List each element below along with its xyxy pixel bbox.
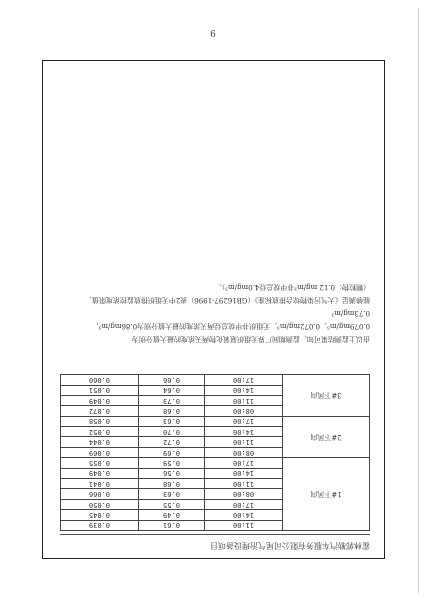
- table-cell-v1: 0.66: [138, 375, 204, 385]
- group-label-cell: 1#下风向: [283, 458, 370, 531]
- table-cell-time: 08:00: [205, 406, 283, 416]
- table-cell-v1: 0.70: [138, 427, 204, 437]
- table-cell-time: 08:00: [205, 489, 283, 499]
- table-cell-v2: 0.072: [61, 406, 139, 416]
- body-line: （颗粒物：0.12 mg/m³非甲烷总烃4.0mg/m³）。: [214, 283, 370, 291]
- table-cell-v1: 0.55: [138, 499, 204, 509]
- table-cell-time: 11:00: [205, 479, 283, 489]
- table-row: [61, 520, 370, 530]
- body-line: 由以上监测结果可知，监测期间厂界无组织氨氧化物两天浓度的最大值分别为: [132, 335, 370, 343]
- table-cell-time: 08:00: [205, 447, 283, 457]
- table-cell-time: 11:00: [205, 437, 283, 447]
- table-cell-time: 14:00: [205, 468, 283, 478]
- rotated-content: [60, 283, 370, 555]
- table-cell-time: 17:00: [205, 416, 283, 426]
- table-row: [61, 406, 370, 416]
- table-cell-v2: 0.050: [61, 499, 139, 509]
- table-cell-v1: 0.63: [138, 489, 204, 499]
- table-cell-time: 14:00: [205, 385, 283, 395]
- table-cell-v1: 0.64: [138, 385, 204, 395]
- table-cell-v1: 0.68: [138, 479, 204, 489]
- document-header: 霍林郭勒汽车服务有限公司尾气治理设备项目: [60, 534, 370, 555]
- table-cell-v1: 0.63: [138, 416, 204, 426]
- page-number: 6: [210, 30, 216, 40]
- table-cell-time: 17:00: [205, 499, 283, 509]
- table-cell-time: 14:00: [205, 427, 283, 437]
- table-cell-v2: 0.058: [61, 416, 139, 426]
- table-cell-v2: 0.052: [61, 427, 139, 437]
- table-cell-v2: 0.060: [61, 375, 139, 385]
- table-cell-v2: 0.049: [61, 395, 139, 405]
- table-cell-v2: 0.049: [61, 468, 139, 478]
- table-cell-v2: 0.055: [61, 458, 139, 468]
- table-cell-v1: 0.49: [138, 510, 204, 520]
- table-cell-v2: 0.039: [61, 520, 139, 530]
- table-cell-v1: 0.68: [138, 406, 204, 416]
- table-row: [61, 447, 370, 457]
- table-cell-v2: 0.051: [61, 385, 139, 395]
- table-cell-v2: 0.045: [61, 510, 139, 520]
- table-cell-v1: 0.73: [138, 395, 204, 405]
- table-cell-time: 17:00: [205, 458, 283, 468]
- table-cell-v2: 0.041: [61, 479, 139, 489]
- table-cell-v2: 0.069: [61, 447, 139, 457]
- body-line: 0.079mg/m³，0.072mg/m³，无组织非甲烷总烃两天浓度的最大值分别为0.86mg/m³，0.73mg/m³: [91, 309, 370, 330]
- group-label-cell: 2#下风向: [283, 416, 370, 458]
- body-paragraph: [60, 280, 370, 345]
- table-cell-v1: 0.61: [138, 520, 204, 530]
- table-cell-time: 11:00: [205, 520, 283, 530]
- monitoring-table: [60, 374, 370, 531]
- table-cell-v1: 0.69: [138, 447, 204, 457]
- table-cell-time: 11:00: [205, 395, 283, 405]
- body-line: 能够满足《大气污染物综合排放标准》（GB16297-1996）表2中无组织排放监控浓度限值，: [84, 296, 370, 304]
- table-cell-v1: 0.59: [138, 458, 204, 468]
- table-cell-v1: 0.56: [138, 468, 204, 478]
- group-label-cell: 3#下风向: [283, 375, 370, 417]
- table-cell-v2: 0.044: [61, 437, 139, 447]
- page-edge-marks: [408, 8, 419, 593]
- table-cell-time: 14:00: [205, 510, 283, 520]
- table-cell-v2: 0.066: [61, 489, 139, 499]
- table-cell-v1: 0.72: [138, 437, 204, 447]
- table-cell-time: 17:00: [205, 375, 283, 385]
